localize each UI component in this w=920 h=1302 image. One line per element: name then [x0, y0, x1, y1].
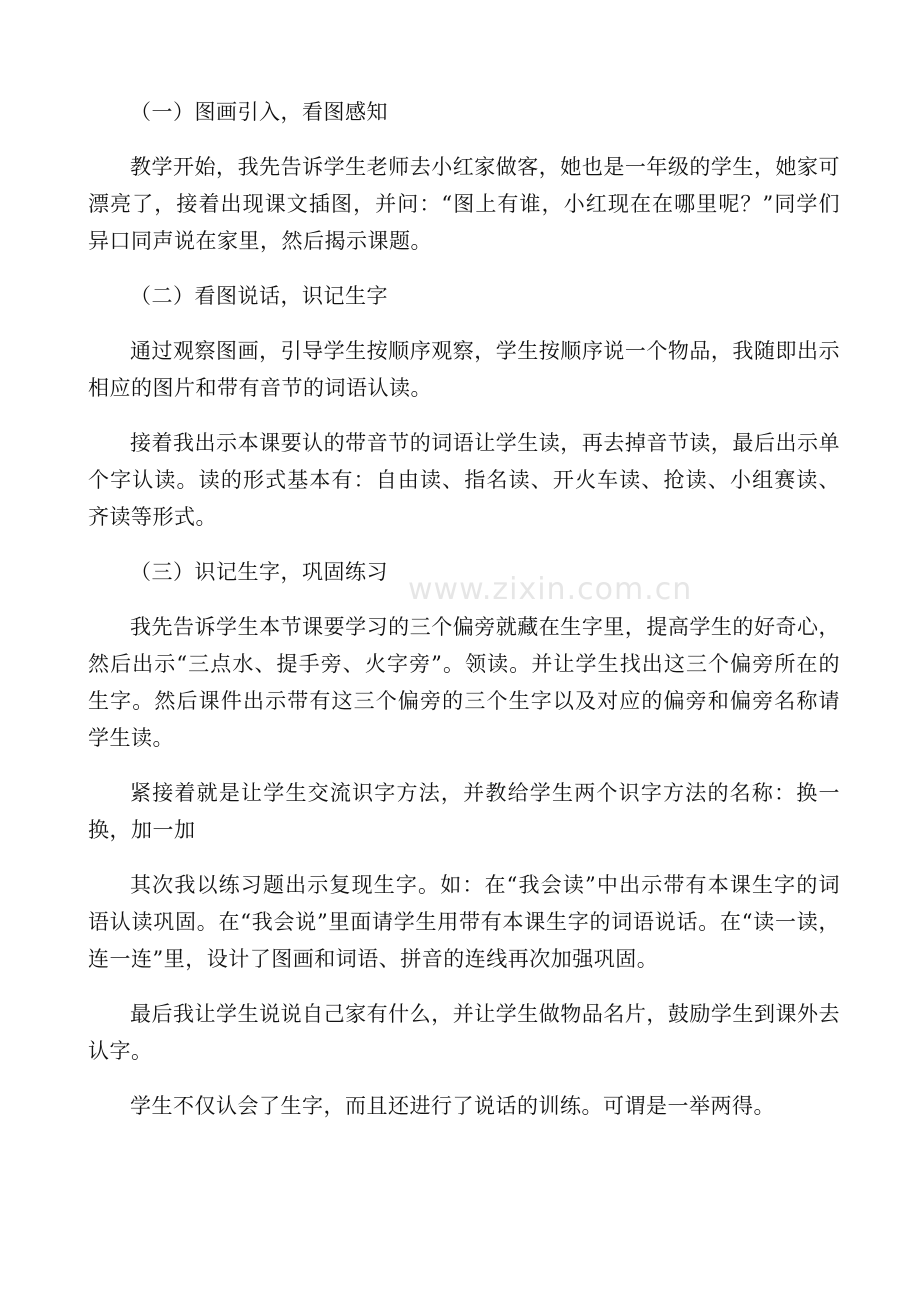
- paragraph-read-words: 接着我出示本课要认的带音节的词语让学生读，再去掉音节读，最后出示单个字认读。读的形式基本有：自由读、指名读、开火车读、抢读、小组赛读、齐读等形式。: [88, 431, 840, 529]
- paragraph-observe: 通过观察图画，引导学生按顺序观察，学生按顺序说一个物品，我随即出示相应的图片和带有音节的词语认读。: [88, 339, 840, 400]
- section-heading-1: （一）图画引入，看图感知: [130, 100, 388, 124]
- paragraph-conclusion: 学生不仅认会了生字，而且还进行了说话的训练。可谓是一举两得。: [130, 1094, 775, 1118]
- section-heading-2: （二）看图说话，识记生字: [130, 284, 388, 308]
- section-heading-3: （三）识记生字，巩固练习: [130, 560, 388, 584]
- paragraph-intro: 教学开始，我先告诉学生老师去小红家做客，她也是一年级的学生，她家可漂亮了，接着出现课文插图，并问：“图上有谁，小红现在在哪里呢？”同学们异口同声说在家里，然后揭示课题。: [88, 155, 840, 253]
- paragraph-radicals: 我先告诉学生本节课要学习的三个偏旁就藏在生字里，提高学生的好奇心，然后出示“三点水、提手旁、火字旁”。领读。并让学生找出这三个偏旁所在的生字。然后课件出示带有这三个偏旁的三个生字以及对应的偏旁和偏旁名称请学生读。: [88, 615, 840, 750]
- paragraph-exercises: 其次我以练习题出示复现生字。如：在“我会读”中出示带有本课生字的词语认读巩固。在“我会说”里面请学生用带有本课生字的词语说话。在“读一读，连一连”里，设计了图画和词语、拼音的连线再次加强巩固。: [88, 873, 840, 971]
- paragraph-homework: 最后我让学生说说自己家有什么，并让学生做物品名片，鼓励学生到课外去认字。: [88, 1002, 840, 1063]
- watermark-text: www.zixin.com.cn: [408, 572, 693, 607]
- paragraph-methods: 紧接着就是让学生交流识字方法，并教给学生两个识字方法的名称：换一换，加一加: [88, 781, 840, 842]
- document-body: [88, 94, 840, 1143]
